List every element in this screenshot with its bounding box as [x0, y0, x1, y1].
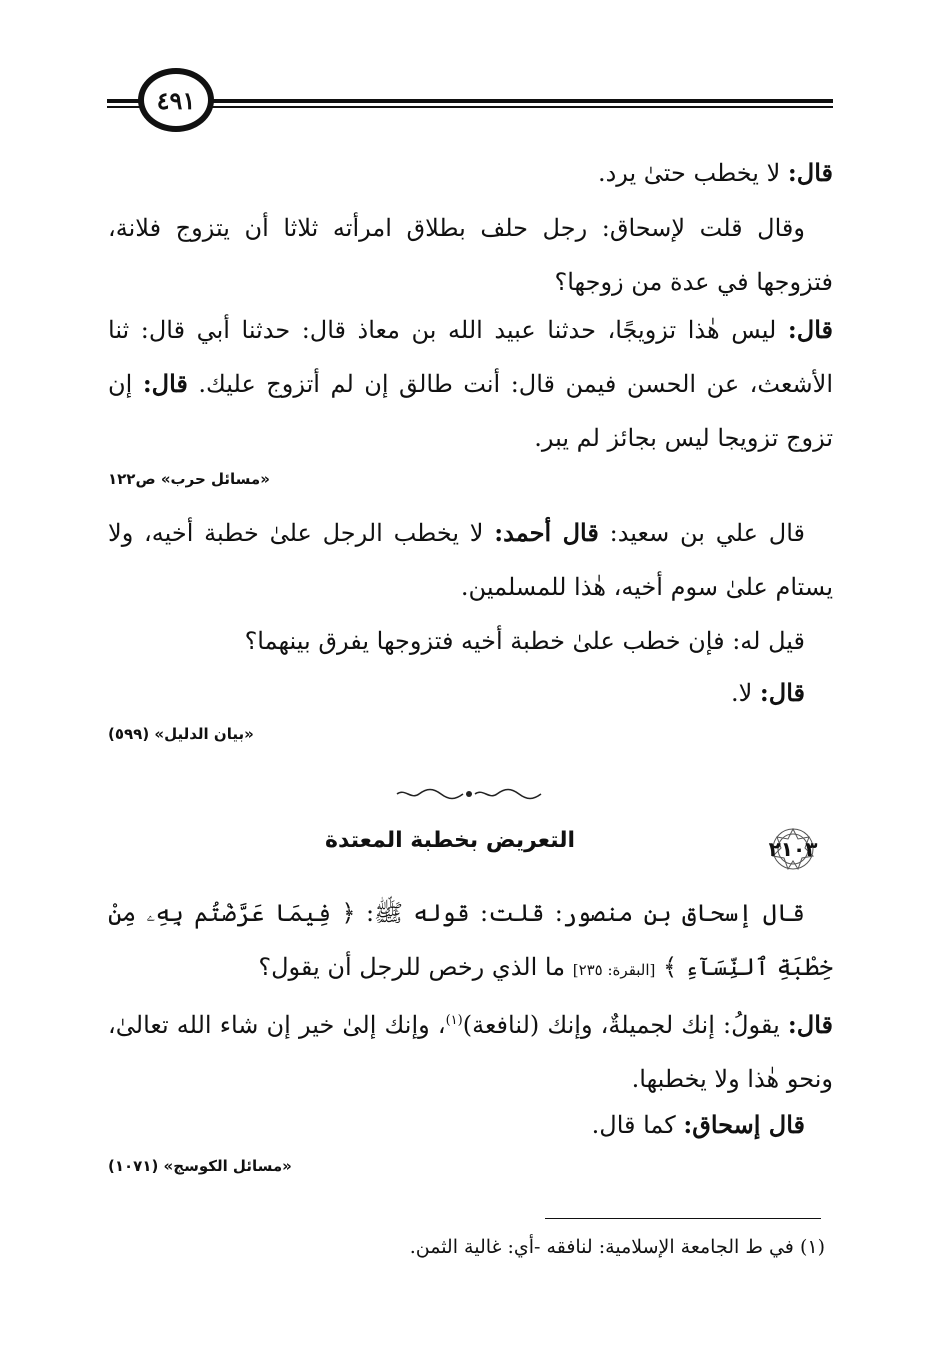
s2-p1-text2: لا يخطب الرجل علىٰ خطبة أخيه، ولا يستام علىٰ سوم أخيه، هٰذا للمسلمين. [108, 519, 833, 601]
s3-paragraph-2 [108, 994, 833, 1106]
footnote-rule [545, 1218, 821, 1219]
header-rule [107, 99, 833, 107]
s3-p1-quran: ﴿ فِيمَا عَرَّضْتُم بِهِۦ مِنْ خِطْبَةِ ٱلنِّسَآءِ ﴾ [108, 899, 833, 981]
s3-p1-text1: قال إسحاق بن منصور: قلت: قوله ﷺ: [365, 899, 805, 927]
s3-p2-text2: ، وإنك إلىٰ خير إن شاء الله تعالىٰ، ونحو هٰذا ولا يخطبها. [108, 1011, 833, 1093]
ornament-separator [395, 787, 543, 801]
s2-paragraph-2 [108, 614, 833, 668]
s3-p3-text: كما قال. [591, 1111, 676, 1139]
s1-paragraph-1 [108, 146, 833, 200]
s1-paragraph-2 [108, 201, 833, 309]
s3-p1-ref: [البقرة: ٢٣٥] [572, 961, 656, 979]
s2-p3-text: لا. [730, 679, 753, 707]
section-number-emblem [758, 826, 828, 872]
s2-paragraph-1 [108, 506, 833, 614]
s2-p3-label: قال: [759, 678, 805, 707]
s3-p1-text2: ما الذي رخص للرجل أن يقول؟ [258, 953, 566, 981]
s1-p3-label1: قال: [787, 315, 833, 344]
s3-paragraph-3 [108, 1098, 833, 1152]
s1-p3-label2: قال: [142, 369, 188, 398]
s2-p2-text: قيل له: فإن خطب علىٰ خطبة أخيه فتزوجها يفرق بينهما؟ [244, 627, 805, 655]
s1-p3-text1: ليس هٰذا تزويجًا، حدثنا عبيد الله بن معاذ قال: حدثنا أبي قال: ثنا الأشعث، عن الحسن فيمن قال: أنت طالق إن لم أتزوج عليك. [108, 316, 833, 398]
s1-source: «مسائل حرب» ص١٢٢ [108, 470, 270, 488]
section-number: ٢١٠٣ [768, 837, 818, 861]
s3-p2-label: قال: [787, 1010, 833, 1039]
page-number-badge [138, 68, 214, 132]
s1-p2-text: وقال قلت لإسحاق: رجل حلف بطلاق امرأته ثلاثا أن يتزوج فلانة، فتزوجها في عدة من زوجها؟ [108, 214, 833, 296]
s1-p1-text: لا يخطب حتىٰ يرد. [597, 159, 781, 187]
s2-source: «بيان الدليل» (٥٩٩) [108, 725, 254, 743]
s1-paragraph-3 [108, 303, 833, 465]
footnote [300, 1236, 825, 1258]
s3-p3-label: قال إسحاق: [683, 1110, 805, 1139]
s3-paragraph-1 [108, 886, 833, 997]
footnote-text: في ط الجامعة الإسلامية: لنافقه -أي: غالية الثمن. [409, 1236, 794, 1258]
page-number: ٤٩١ [156, 85, 196, 115]
s3-source: «مسائل الكوسج» (١٠٧١) [108, 1157, 292, 1175]
s3-p2-footnote-ref[interactable]: (١) [445, 1013, 463, 1028]
s2-p1-label: قال أحمد: [494, 518, 599, 547]
s1-p1-label: قال: [787, 158, 833, 187]
s3-p2-text1: يقولُ: إنك لجميلةٌ، وإنك (لنافعة) [462, 1011, 780, 1039]
section-title: التعريض بخطبة المعتدة [325, 828, 575, 853]
s2-paragraph-3 [108, 666, 833, 720]
footnote-marker: (١) [799, 1236, 825, 1258]
s2-p1-text1: قال علي بن سعيد: [609, 519, 805, 547]
s1-p3-text2: إن تزوج تزويجا ليس بجائز لم يبر. [108, 370, 833, 452]
